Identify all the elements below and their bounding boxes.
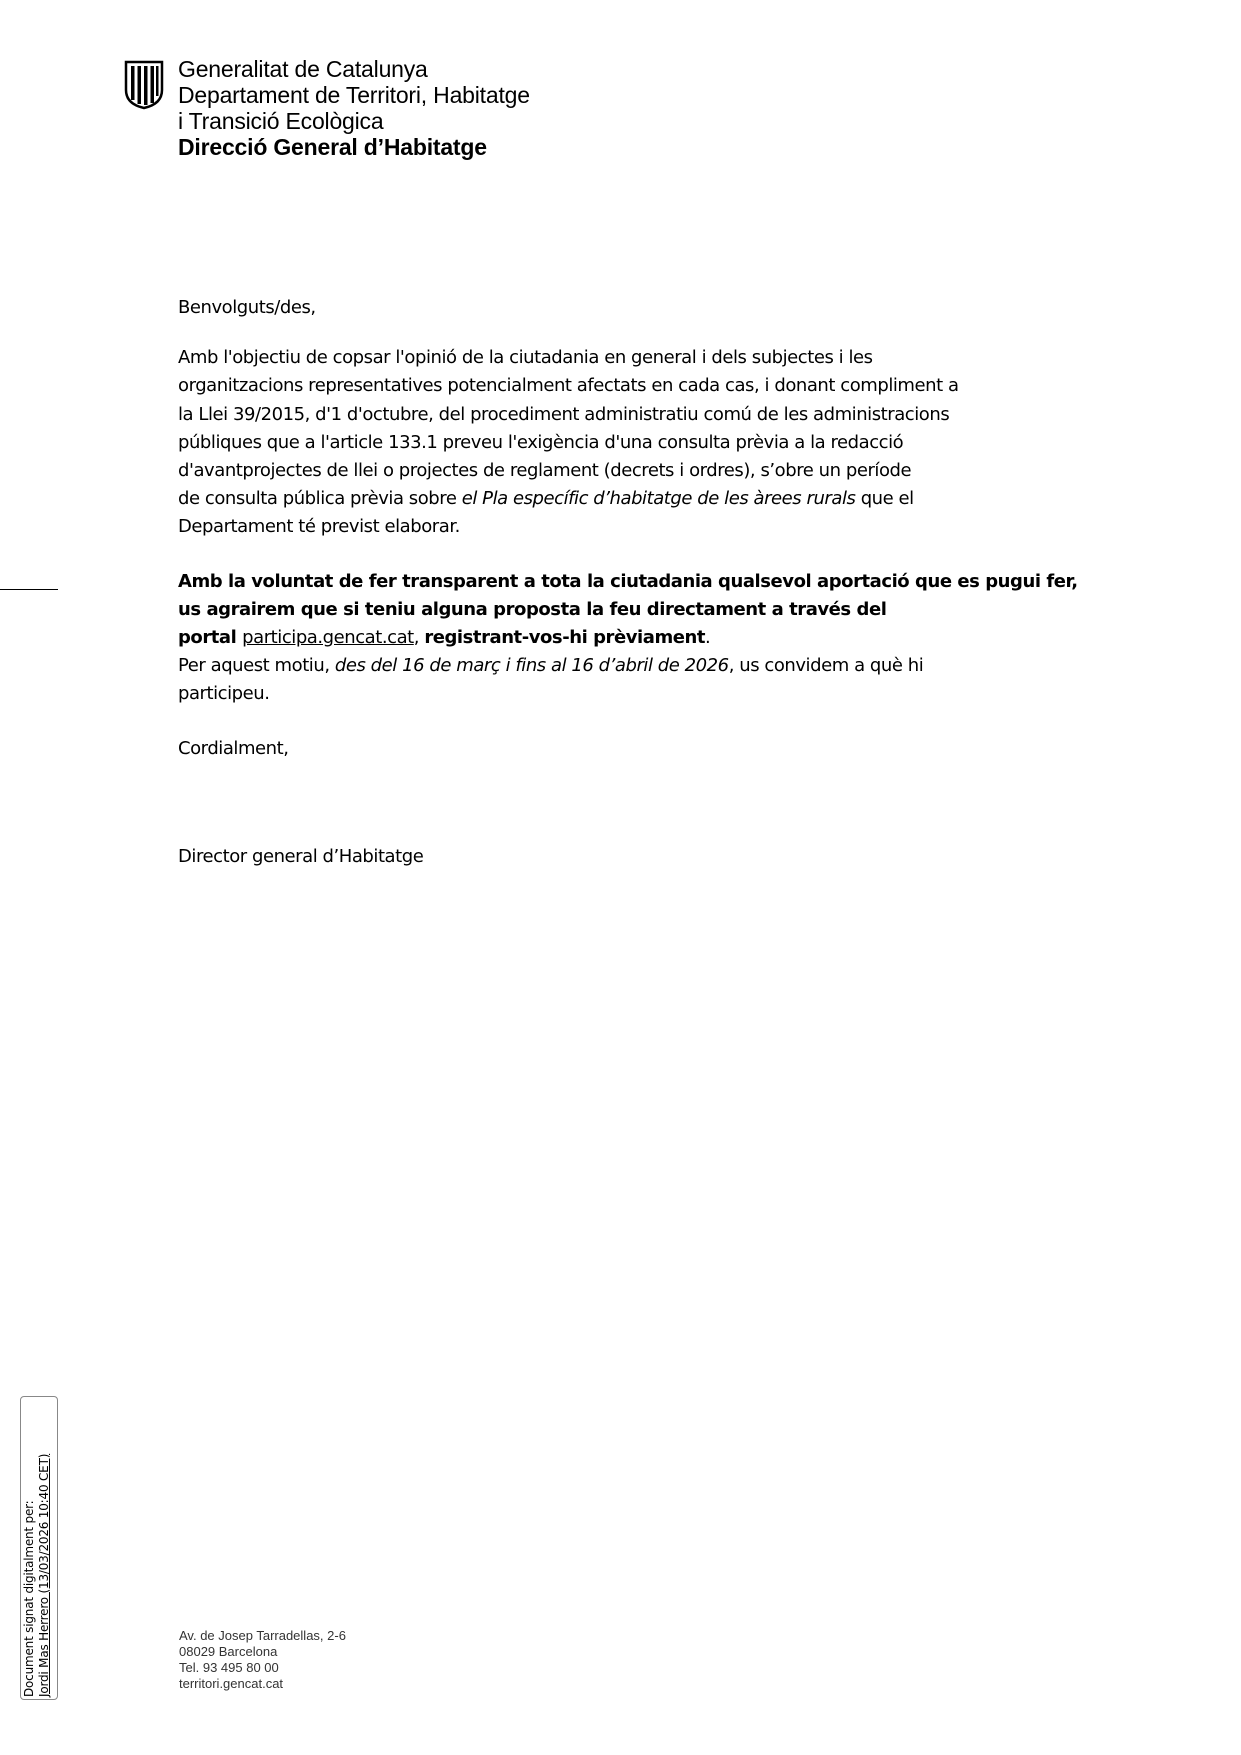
text-line [178, 596, 1078, 624]
org-name: Generalitat de Catalunya [178, 56, 428, 82]
text-line [178, 652, 1078, 680]
bold-text: Amb la voluntat de fer transparent a tota la ciutadania qualsevol aportació que es pugui fer, [178, 570, 1078, 592]
greeting: Benvolguts/des, [178, 297, 316, 318]
text-segment: , us convidem a què hi [728, 655, 924, 677]
footer-city: 08029 Barcelona [179, 1644, 278, 1659]
digital-signature-box [20, 1396, 58, 1700]
text-segment: de consulta pública prèvia sobre [178, 488, 462, 510]
text-line [178, 485, 1078, 513]
text-line: Departament té previst elaborar. [178, 516, 460, 538]
signature-label: Document signat digitalment per: [22, 1500, 36, 1697]
participa-link[interactable]: participa.gencat.cat [242, 627, 414, 649]
department-name-cont: i Transició Ecològica [178, 108, 384, 134]
text-line: organitzacions representatives potencialment afectats en cada cas, i donant compliment a [178, 375, 959, 397]
footer-phone: Tel. 93 495 80 00 [179, 1660, 279, 1675]
signatory-title: Director general d’Habitatge [178, 845, 424, 867]
footer-website: territori.gencat.cat [179, 1676, 284, 1691]
closing: Cordialment, [178, 737, 289, 759]
letter-body [178, 294, 1078, 871]
footer-address [179, 1628, 346, 1692]
footer-street: Av. de Josep Tarradellas, 2-6 [179, 1628, 346, 1643]
text-line: d'avantprojectes de llei o projectes de reglament (decrets i ordres), s’obre un període [178, 460, 912, 482]
text-segment: Per aquest motiu, [178, 655, 335, 677]
text-segment: que el [855, 488, 914, 510]
bold-text: portal [178, 627, 243, 649]
generalitat-logo-icon [122, 60, 166, 110]
plan-title: el Pla específic d’habitatge de les àrees rurals [461, 488, 856, 510]
paragraph-consultation [178, 344, 1078, 541]
digital-signature-text [22, 1397, 52, 1697]
bold-text: registrant-vos-hi prèviament [424, 627, 706, 649]
text-line: Amb l'objectiu de copsar l'opinió de la ciutadania en general i dels subjectes i les [178, 347, 873, 369]
fold-mark [0, 589, 58, 590]
text-segment: . [705, 627, 711, 649]
text-segment: , [413, 627, 425, 649]
text-line: la Llei 39/2015, d'1 d'octubre, del procediment administratiu comú de les administracions [178, 403, 950, 425]
text-line: participeu. [178, 683, 270, 705]
paragraph-participation [178, 568, 1078, 709]
bold-text: us agrairem que si teniu alguna proposta la feu directament a través del [178, 598, 887, 620]
text-line [178, 568, 1078, 596]
signature-signer: Jordi Mas Herrero (13/03/2026 10:40 CET) [37, 1453, 51, 1697]
text-line: públiques que a l'article 133.1 preveu l'exigència d'una consulta prèvia a la redacció [178, 431, 904, 453]
text-line [178, 624, 1078, 652]
department-name: Departament de Territori, Habitatge [178, 82, 530, 108]
directorate-name: Direcció General d’Habitatge [178, 134, 487, 160]
letterhead-text [178, 56, 698, 160]
date-range: des del 16 de març i fins al 16 d’abril de 2026 [334, 655, 729, 677]
